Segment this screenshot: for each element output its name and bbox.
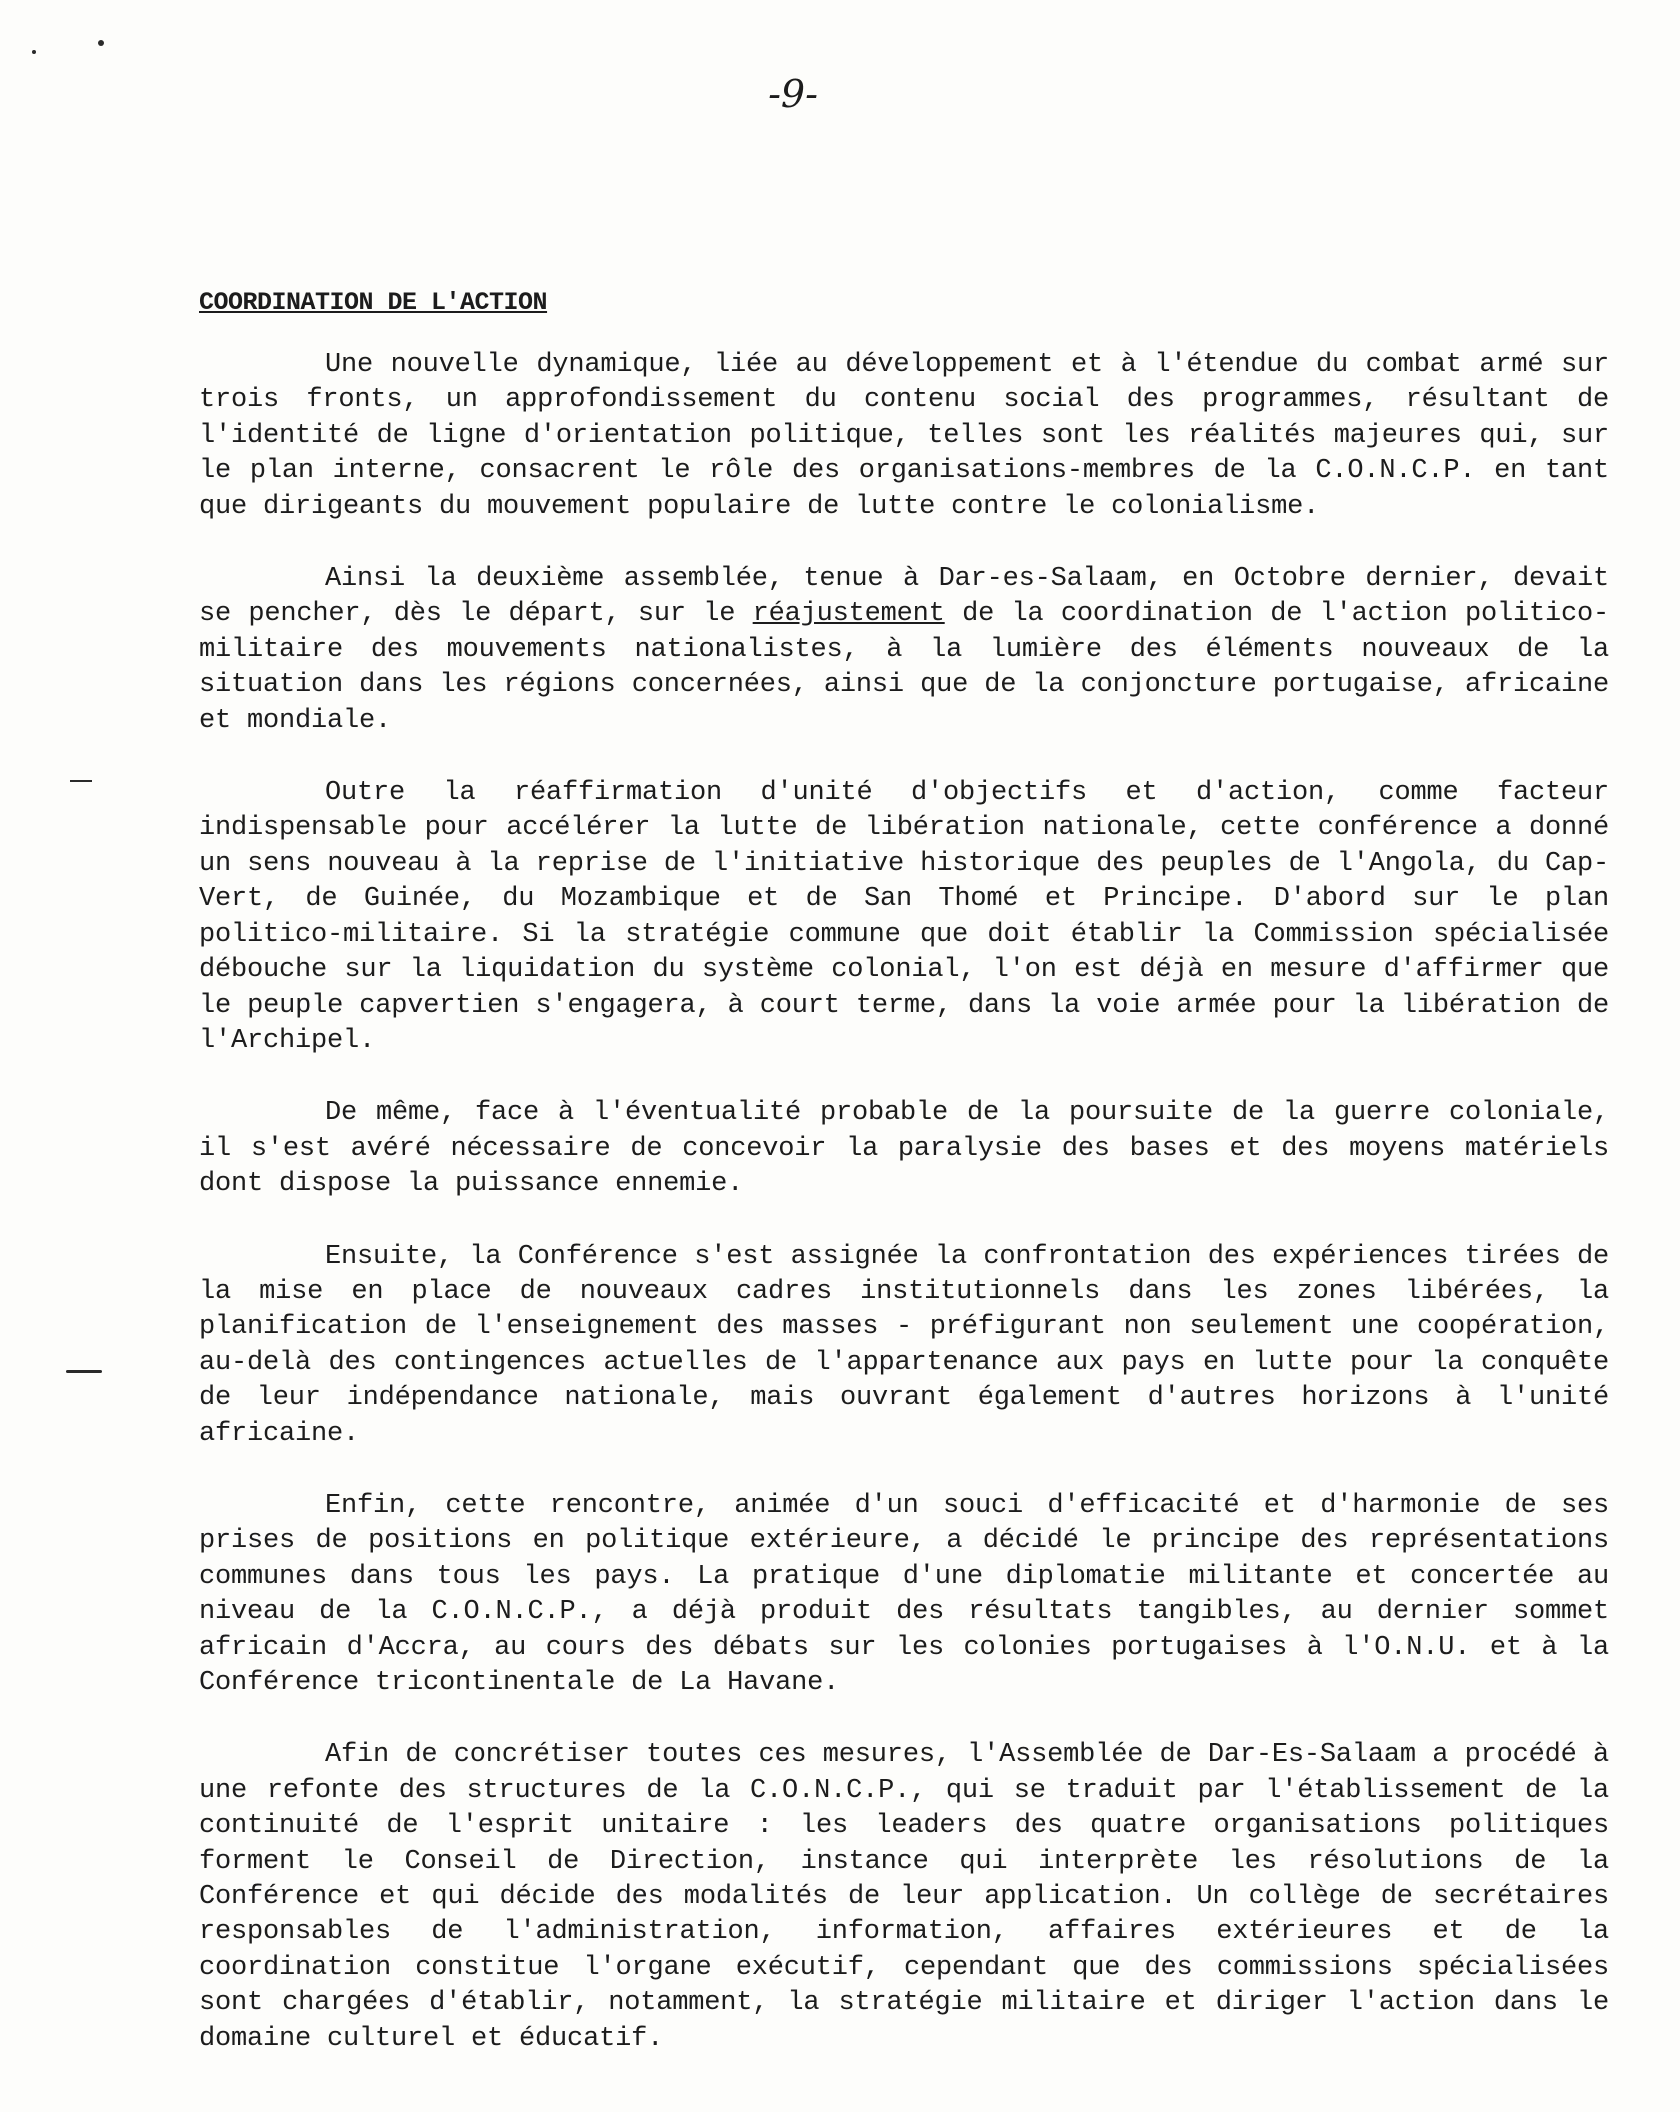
scan-mark — [66, 1370, 102, 1373]
paragraph-2-part-2: de la coordination de l'action politico-militaire des mouvements nationalistes, à la lumière des éléments nouveaux de la situation dans les régions concernées, ainsi que de la conjoncture portugaise, africaine et mondiale. — [199, 599, 1610, 736]
section-heading: COORDINATION DE L'ACTION — [199, 288, 548, 317]
underlined-word: réajustement — [752, 599, 945, 630]
scan-dot — [98, 40, 104, 46]
paragraph-2 — [199, 562, 1609, 739]
paragraph-2-part-1: Ainsi la deuxième assemblée, tenue à Dar-es-Salaam, en Octobre dernier, devait se pencher, dès le départ, sur le — [199, 564, 1609, 630]
paragraph-3: Outre la réaffirmation d'unité d'objectifs et d'action, comme facteur indispensable pour accélérer la lutte de libération nationale, cette conférence a donné un sens nouveau à la reprise de l'initiative historique des peuples de l'Angola, du Cap-Vert, de Guinée, du Mozambique et de San Thomé et Principe. D'abord sur le plan politico-militaire. Si la stratégie commune que doit établir la Commission spécialisée débouche sur la liquidation du système colonial, l'on est déjà en mesure d'affirmer que le peuple capvertien s'engagera, à court terme, dans la voie armée pour la libération de l'Archipel. — [199, 778, 1609, 1056]
paragraph-5: Ensuite, la Conférence s'est assignée la confrontation des expériences tirées de la mise en place de nouveaux cadres institutionnels dans les zones libérées, la planification de l'enseignement des masses - préfigurant non seulement une coopération, au-delà des contingences actuelles de l'appartenance aux pays en lutte pour la conquête de leur indépendance nationale, mais ouvrant également d'autres horizons à l'unité africaine. — [199, 1241, 1609, 1449]
scan-dot — [32, 50, 36, 54]
paragraph-7: Afin de concrétiser toutes ces mesures, l'Assemblée de Dar-Es-Salaam a procédé à une refonte des structures de la C.O.N.C.P., qui se traduit par l'établissement de la continuité de l'esprit unitaire : les leaders des quatre organisations politiques forment le Conseil de Direction, instance qui interprète les résolutions de la Conférence et qui décide des modalités de leur application. Un collège de secrétaires responsables de l'administration, information, affaires extérieures et de la coordination constitue l'organe exécutif, cependant que des commissions spécialisées sont chargées d'établir, notamment, la stratégie militaire et diriger l'action dans le domaine culturel et éducatif. — [199, 1740, 1609, 2054]
scan-mark — [70, 780, 92, 782]
paragraph-1: Une nouvelle dynamique, liée au développement et à l'étendue du combat armé sur trois fronts, un approfondissement du contenu social des programmes, résultant de l'identité de ligne d'orientation politique, telles sont les réalités majeures qui, sur le plan interne, consacrent le rôle des organisations-membres de la C.O.N.C.P. en tant que dirigeants du mouvement populaire de lutte contre le colonialisme. — [199, 350, 1609, 522]
paragraph-6: Enfin, cette rencontre, animée d'un souci d'efficacité et d'harmonie de ses prises de positions en politique extérieure, a décidé le principe des représentations communes dans tous les pays. La pratique d'une diplomatie militante et concertée au niveau de la C.O.N.C.P., a déjà produit des résultats tangibles, au dernier sommet africain d'Accra, au cours des débats sur les colonies portugaises à l'O.N.U. et à la Conférence tricontinentale de La Havane. — [199, 1490, 1609, 1698]
page-number: -9- — [768, 72, 818, 116]
paragraph-4: De même, face à l'éventualité probable de la poursuite de la guerre coloniale, il s'est avéré nécessaire de concevoir la paralysie des bases et des moyens matériels dont dispose la puissance ennemie. — [199, 1098, 1609, 1200]
document-body — [199, 348, 1609, 2094]
